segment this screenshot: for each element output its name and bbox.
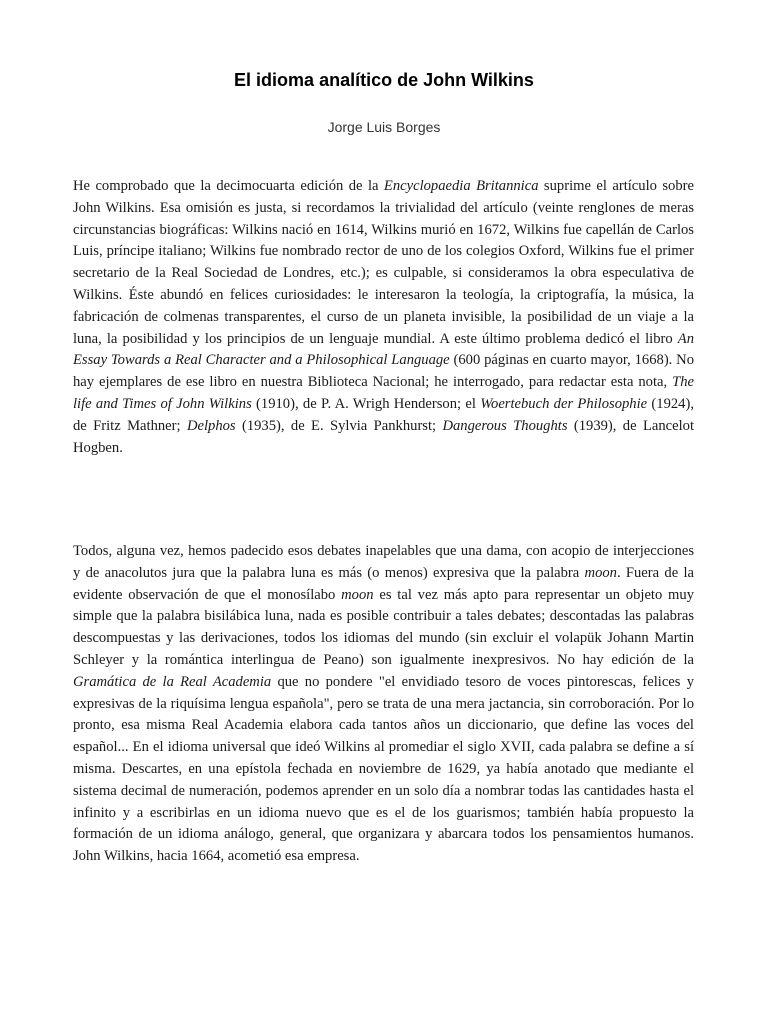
italic-title: An Essay Towards a Real Character and a Philosophical Language [73,330,694,369]
text-run: (600 páginas en cuarto mayor, 1668). No hay ejemplares de ese libro en nuestra Biblioteca Nacional; he interrogado, para redactar esta nota, [73,352,695,391]
text-run: . Fuera de la evidente observación de que el monosílabo [73,564,694,603]
text-run: suprime el artículo sobre John Wilkins. Esa omisión es justa, si recordamos la trivialidad del artículo (veinte renglones de meras circunstancias biográficas: Wilkins nació en 1614, Wilkins murió en 1672, Wilkins fue capellán de Carlos Luis, príncipe italiano; Wilkins fue nombrado rector de uno de los colegios Oxford, Wilkins fue el primer secretario de la Real Sociedad de Londres, etc.); es culpable, si consideramos la obra especulativa de Wilkins. Éste abundó en felices curiosidades: le interesaron la teología, la criptografía, la música, la fabricación de colmenas transparentes, el curso de un planeta invisible, la posibilidad de un viaje a la luna, la posibilidad y los principios de un lenguaje mundial. A este último problema dedicó el libro [73,178,694,347]
text-run: (1939), de Lancelot Hogben. [73,417,694,456]
italic-title: Delphos [186,417,236,434]
text-run: (1924), de Fritz Mathner; [73,395,694,434]
italic-title: Gramática de la Real Academia [73,673,272,690]
text-run: que no pondere "el envidiado tesoro de voces pintorescas, felices y expresivas de la riquísima lengua española", pero se trata de una mera jactancia, sin corroboración. Por lo pronto, esa misma Real Academia elabora cada tantos años un diccionario, que define las voces del español... En el idioma universal que ideó Wilkins al promediar el siglo XVII, cada palabra se define a sí misma. Descartes, en una epístola fechada en noviembre de 1629, ya había anotado que mediante el sistema decimal de numeración, podemos aprender en un solo día a nombrar todas las cantidades hasta el infinito y a escribirlas en un idioma nuevo que es el de los guarismos; también había propuesto la formación de un idioma análogo, general, que organizara y abarcara todos los pensamientos humanos. John Wilkins, hacia 1664, acometió esa empresa. [73,673,694,865]
italic-title: Woertebuch der Philosophie [480,395,648,412]
author-name: Jorge Luis Borges [327,119,441,135]
text-run: Todos, alguna vez, hemos padecido esos debates inapelables que una dama, con acopio de interjecciones y de anacolutos jura que la palabra luna es más (o menos) expresiva que la palabra [73,543,694,581]
paragraph-1 [73,176,694,459]
italic-word: moon [584,564,617,581]
italic-title: Dangerous Thoughts [442,417,568,434]
text-run: (1935), de E. Sylvia Pankhurst; [235,417,443,434]
text-run: He comprobado que la decimocuarta edición de la [73,178,384,194]
italic-word: moon [341,586,374,603]
paragraph-2 [73,541,694,868]
text-run: es tal vez más apto para representar un objeto muy simple que la palabra bisilábica luna, nada es posible contribuir a tales debates; descontadas las palabras descompuestas y las derivaciones, todos los idiomas del mundo (sin excluir el volapük Johann Martin Schleyer y la romántica interlingua de Peano) son igualmente inexpresivos. No hay edición de la [73,586,695,668]
italic-title: Encyclopaedia Britannica [383,178,539,194]
page-title: El idioma analítico de John Wilkins [234,70,534,90]
text-run: (1910), de P. A. Wrigh Henderson; el [251,395,481,412]
italic-title: The life and Times of John Wilkins [73,374,694,412]
